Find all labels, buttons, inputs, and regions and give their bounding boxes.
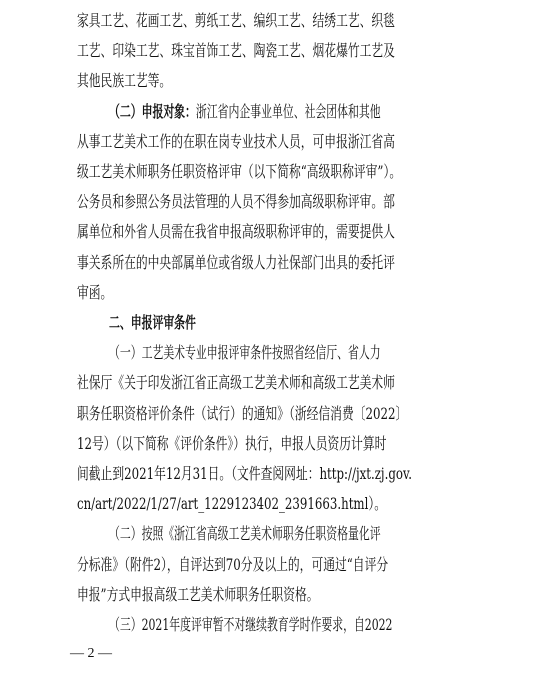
text-line bbox=[109, 336, 487, 370]
text-line-content: 分标准》（附件2），自评达到70分及以上的，可通过“自评分 bbox=[77, 555, 389, 574]
text-line bbox=[77, 548, 487, 582]
text-line bbox=[77, 397, 487, 431]
text-line bbox=[77, 487, 487, 521]
text-line bbox=[77, 276, 487, 310]
text-line bbox=[77, 366, 487, 400]
section-heading-text: 二、申报评审条件 bbox=[109, 313, 196, 332]
section-label: （二）申报对象： bbox=[109, 102, 196, 121]
text-line-content: 间截止到2021年12月31日。（文件查阅网址：http://jxt.zj.gov. bbox=[77, 464, 412, 483]
text-line bbox=[77, 185, 487, 219]
text-line-content: （三）2021年度评审暂不对继续教育学时作要求，自2022 bbox=[109, 615, 393, 634]
text-line bbox=[77, 246, 487, 280]
text-line-content: cn/art/2022/1/27/art_1229123402_2391663.html）。 bbox=[77, 494, 387, 513]
text-line bbox=[77, 64, 487, 98]
text-line-content: 家具工艺、花画工艺、剪纸工艺、编织工艺、结绣工艺、织毯 bbox=[77, 11, 395, 30]
text-line-content: 级工艺美术师职务任职资格评审（以下简称“高级职称评审”）。 bbox=[77, 162, 402, 181]
text-line-content: （二）按照《浙江省高级工艺美术师职务任职资格量化评 bbox=[109, 524, 381, 543]
text-line-content: 其他民族工艺等。 bbox=[77, 71, 172, 90]
text-line bbox=[109, 608, 487, 642]
text-line-content: 职务任职资格评价条件（试行）的通知》（浙经信消费〔2022〕 bbox=[77, 404, 408, 423]
text-line bbox=[77, 34, 487, 68]
text-line-content: 社保厅《关于印发浙江省正高级工艺美术师和高级工艺美术师 bbox=[77, 373, 395, 392]
text-line-content: 工艺、印染工艺、珠宝首饰工艺、陶瓷工艺、烟花爆竹工艺及 bbox=[77, 41, 395, 60]
text-line-content: 公务员和参照公务员法管理的人员不得参加高级职称评审。部 bbox=[77, 192, 395, 211]
text-line-content: 事关系所在的中央部属单位或省级人力社保部门出具的委托评 bbox=[77, 253, 395, 272]
section-heading bbox=[109, 306, 487, 340]
text-line-content: 审函。 bbox=[77, 283, 113, 302]
text-line bbox=[77, 427, 487, 461]
text-line bbox=[77, 457, 487, 491]
text-line bbox=[77, 125, 487, 159]
text-line-content: 浙江省内企事业单位、社会团体和其他 bbox=[195, 102, 381, 121]
text-line bbox=[77, 4, 487, 38]
text-line-content: 属单位和外省人员需在我省申报高级职称评审的，需要提供人 bbox=[77, 222, 395, 241]
text-line bbox=[77, 578, 487, 612]
page-number: — 2 — bbox=[70, 646, 112, 661]
text-line bbox=[77, 215, 487, 249]
text-line bbox=[77, 155, 487, 189]
text-line-content: 12号）（以下简称《评价条件》）执行，申报人员资历计算时 bbox=[77, 434, 387, 453]
text-line-content: 申报”方式申报高级工艺美术师职务任职资格。 bbox=[77, 585, 319, 604]
text-line bbox=[109, 517, 487, 551]
text-line bbox=[109, 95, 487, 129]
text-line-content: 从事工艺美术工作的在职在岗专业技术人员，可申报浙江省高 bbox=[77, 132, 395, 151]
text-line-content: （一）工艺美术专业申报评审条件按照省经信厅、省人力 bbox=[109, 343, 381, 362]
